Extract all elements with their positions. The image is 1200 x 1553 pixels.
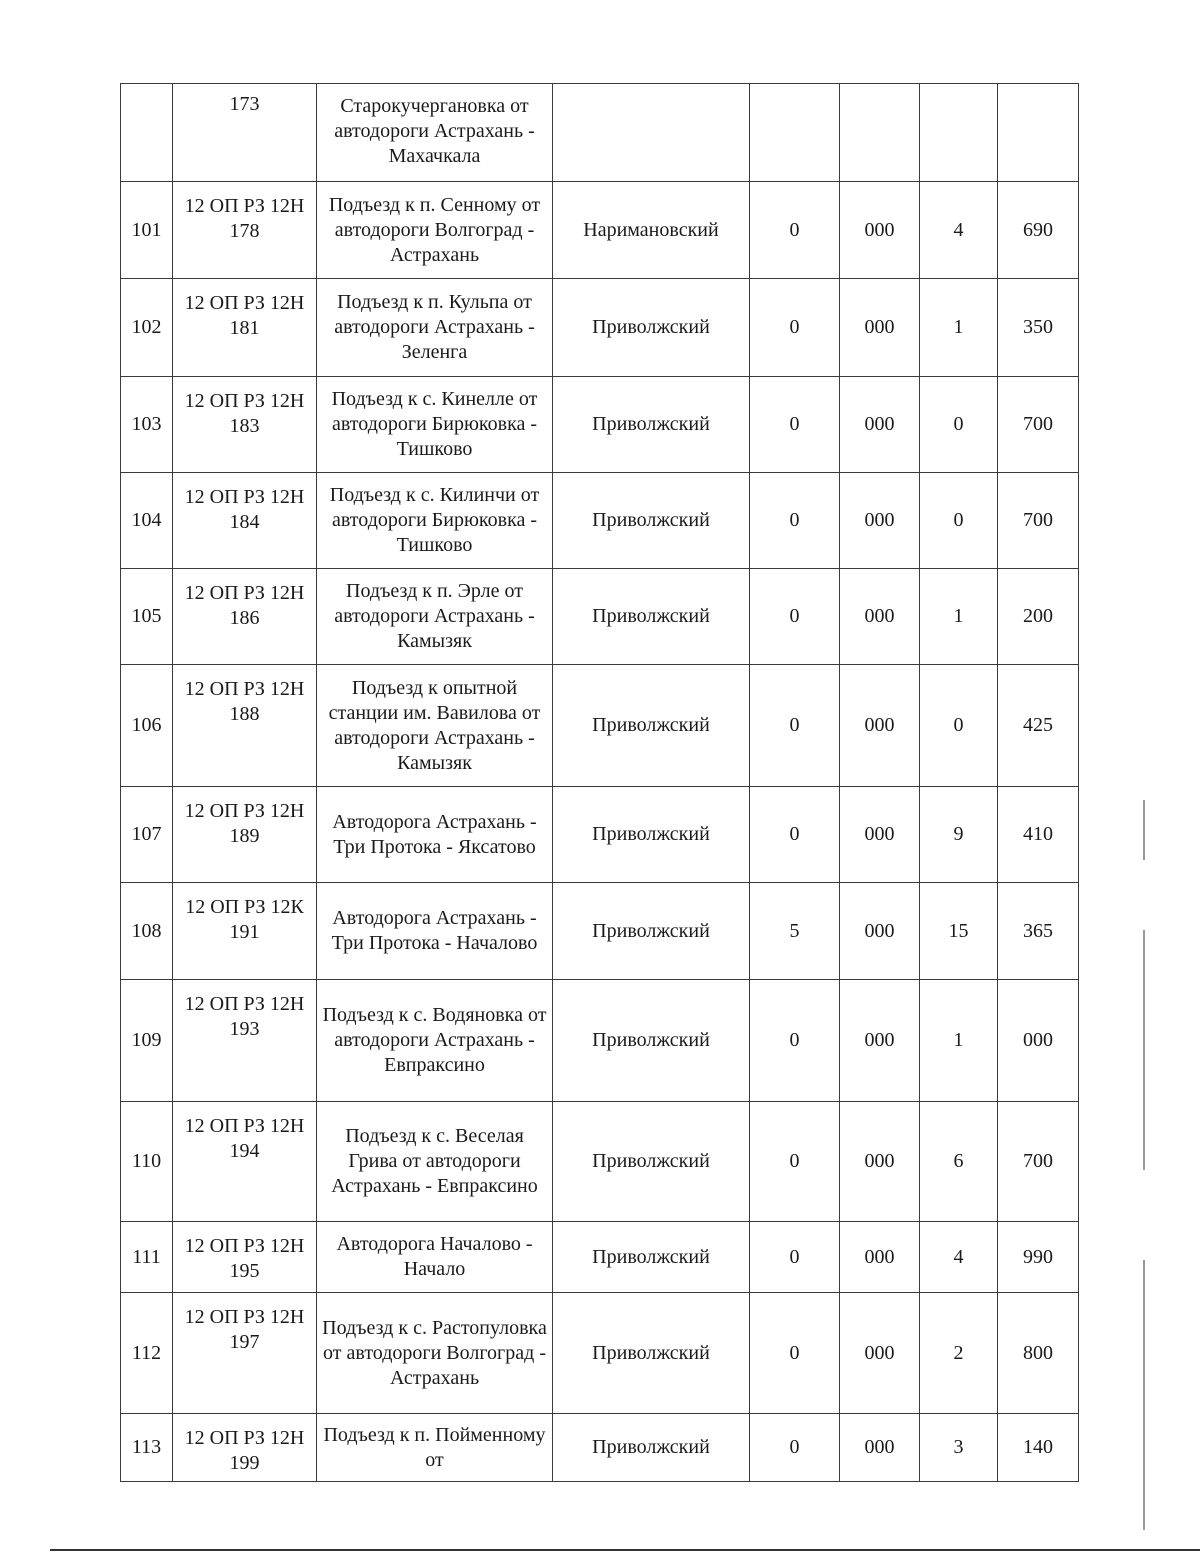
row-number: 108 — [121, 883, 173, 980]
table-row — [121, 665, 1079, 787]
road-code: 12 ОП РЗ 12Н 186 — [173, 569, 317, 665]
table-row — [121, 1414, 1079, 1482]
road-name: Подъезд к п. Пойменному от — [317, 1414, 553, 1482]
road-name: Подъезд к п. Сенному от автодороги Волгоград - Астрахань — [317, 182, 553, 279]
row-number: 105 — [121, 569, 173, 665]
road-name: Подъезд к с. Водяновка от автодороги Астрахань - Евпраксино — [317, 980, 553, 1102]
start-m — [840, 84, 920, 182]
end-m: 990 — [998, 1222, 1079, 1293]
end-m: 425 — [998, 665, 1079, 787]
table-row — [121, 1102, 1079, 1222]
end-m: 700 — [998, 473, 1079, 569]
start-m: 000 — [840, 787, 920, 883]
scan-margin-mark — [1143, 1260, 1145, 1530]
district: Приволжский — [553, 787, 750, 883]
start-m: 000 — [840, 473, 920, 569]
road-name: Подъезд к опытной станции им. Вавилова от автодороги Астрахань - Камызяк — [317, 665, 553, 787]
district: Приволжский — [553, 1222, 750, 1293]
end-km: 4 — [920, 1222, 998, 1293]
district: Приволжский — [553, 473, 750, 569]
road-code: 12 ОП РЗ 12Н 189 — [173, 787, 317, 883]
row-number — [121, 84, 173, 182]
start-m: 000 — [840, 980, 920, 1102]
end-m: 365 — [998, 883, 1079, 980]
row-number: 111 — [121, 1222, 173, 1293]
end-km: 2 — [920, 1293, 998, 1414]
row-number: 104 — [121, 473, 173, 569]
road-name: Подъезд к п. Кульпа от автодороги Астрахань - Зеленга — [317, 279, 553, 377]
end-km: 9 — [920, 787, 998, 883]
table-row — [121, 279, 1079, 377]
table-row — [121, 883, 1079, 980]
table-row — [121, 182, 1079, 279]
road-code: 173 — [173, 84, 317, 182]
roads-table — [120, 83, 1079, 1482]
row-number: 101 — [121, 182, 173, 279]
row-number: 103 — [121, 377, 173, 473]
road-name: Автодорога Астрахань - Три Протока - Началово — [317, 883, 553, 980]
table-row — [121, 377, 1079, 473]
row-number: 106 — [121, 665, 173, 787]
end-km: 6 — [920, 1102, 998, 1222]
end-km: 0 — [920, 377, 998, 473]
end-km: 15 — [920, 883, 998, 980]
row-number: 110 — [121, 1102, 173, 1222]
district: Приволжский — [553, 1102, 750, 1222]
end-km: 0 — [920, 665, 998, 787]
table-row — [121, 787, 1079, 883]
end-m: 000 — [998, 980, 1079, 1102]
road-name: Подъезд к с. Кинелле от автодороги Бирюковка - Тишково — [317, 377, 553, 473]
start-km: 0 — [750, 980, 840, 1102]
road-code: 12 ОП РЗ 12Н 195 — [173, 1222, 317, 1293]
start-m: 000 — [840, 1222, 920, 1293]
end-m: 350 — [998, 279, 1079, 377]
end-km: 0 — [920, 473, 998, 569]
start-m: 000 — [840, 279, 920, 377]
road-name: Подъезд к с. Веселая Грива от автодороги Астрахань - Евпраксино — [317, 1102, 553, 1222]
start-km: 0 — [750, 1222, 840, 1293]
district: Приволжский — [553, 1293, 750, 1414]
road-code: 12 ОП РЗ 12Н 193 — [173, 980, 317, 1102]
road-name: Автодорога Началово - Начало — [317, 1222, 553, 1293]
road-code: 12 ОП РЗ 12Н 183 — [173, 377, 317, 473]
end-m: 140 — [998, 1414, 1079, 1482]
start-km: 0 — [750, 279, 840, 377]
road-name: Подъезд к с. Растопуловка от автодороги Волгоград - Астрахань — [317, 1293, 553, 1414]
district: Приволжский — [553, 1414, 750, 1482]
road-code: 12 ОП РЗ 12Н 188 — [173, 665, 317, 787]
start-m: 000 — [840, 182, 920, 279]
road-code: 12 ОП РЗ 12Н 184 — [173, 473, 317, 569]
district: Приволжский — [553, 279, 750, 377]
road-name: Подъезд к с. Килинчи от автодороги Бирюковка - Тишково — [317, 473, 553, 569]
table-row — [121, 84, 1079, 182]
end-km: 1 — [920, 980, 998, 1102]
end-m: 690 — [998, 182, 1079, 279]
road-code: 12 ОП РЗ 12Н 199 — [173, 1414, 317, 1482]
district: Приволжский — [553, 377, 750, 473]
road-name: Автодорога Астрахань - Три Протока - Яксатово — [317, 787, 553, 883]
end-km: 1 — [920, 569, 998, 665]
start-km: 0 — [750, 569, 840, 665]
start-m: 000 — [840, 1414, 920, 1482]
bottom-rule — [50, 1549, 1200, 1551]
table-row — [121, 980, 1079, 1102]
start-km — [750, 84, 840, 182]
start-km: 0 — [750, 473, 840, 569]
end-km: 4 — [920, 182, 998, 279]
road-code: 12 ОП РЗ 12Н 194 — [173, 1102, 317, 1222]
start-km: 0 — [750, 1102, 840, 1222]
start-m: 000 — [840, 1102, 920, 1222]
road-name: Подъезд к п. Эрле от автодороги Астрахань - Камызяк — [317, 569, 553, 665]
road-code: 12 ОП РЗ 12Н 181 — [173, 279, 317, 377]
start-km: 0 — [750, 182, 840, 279]
end-km: 1 — [920, 279, 998, 377]
row-number: 112 — [121, 1293, 173, 1414]
start-m: 000 — [840, 377, 920, 473]
start-km: 0 — [750, 1293, 840, 1414]
end-m: 700 — [998, 377, 1079, 473]
end-m: 700 — [998, 1102, 1079, 1222]
table-row — [121, 1293, 1079, 1414]
road-name: Старокучергановка от автодороги Астрахань - Махачкала — [317, 84, 553, 182]
end-m: 800 — [998, 1293, 1079, 1414]
scan-margin-mark — [1143, 930, 1145, 1170]
district: Приволжский — [553, 980, 750, 1102]
end-km: 3 — [920, 1414, 998, 1482]
start-km: 0 — [750, 665, 840, 787]
scan-margin-mark — [1143, 800, 1145, 860]
start-m: 000 — [840, 665, 920, 787]
district — [553, 84, 750, 182]
start-km: 5 — [750, 883, 840, 980]
start-km: 0 — [750, 787, 840, 883]
row-number: 113 — [121, 1414, 173, 1482]
end-m: 410 — [998, 787, 1079, 883]
district: Приволжский — [553, 569, 750, 665]
end-m — [998, 84, 1079, 182]
start-km: 0 — [750, 377, 840, 473]
table-row — [121, 569, 1079, 665]
table-row — [121, 473, 1079, 569]
end-km — [920, 84, 998, 182]
district: Наримановский — [553, 182, 750, 279]
end-m: 200 — [998, 569, 1079, 665]
row-number: 109 — [121, 980, 173, 1102]
row-number: 107 — [121, 787, 173, 883]
district: Приволжский — [553, 883, 750, 980]
table-row — [121, 1222, 1079, 1293]
start-km: 0 — [750, 1414, 840, 1482]
start-m: 000 — [840, 1293, 920, 1414]
road-code: 12 ОП РЗ 12К 191 — [173, 883, 317, 980]
district: Приволжский — [553, 665, 750, 787]
row-number: 102 — [121, 279, 173, 377]
start-m: 000 — [840, 883, 920, 980]
road-code: 12 ОП РЗ 12Н 178 — [173, 182, 317, 279]
start-m: 000 — [840, 569, 920, 665]
road-code: 12 ОП РЗ 12Н 197 — [173, 1293, 317, 1414]
